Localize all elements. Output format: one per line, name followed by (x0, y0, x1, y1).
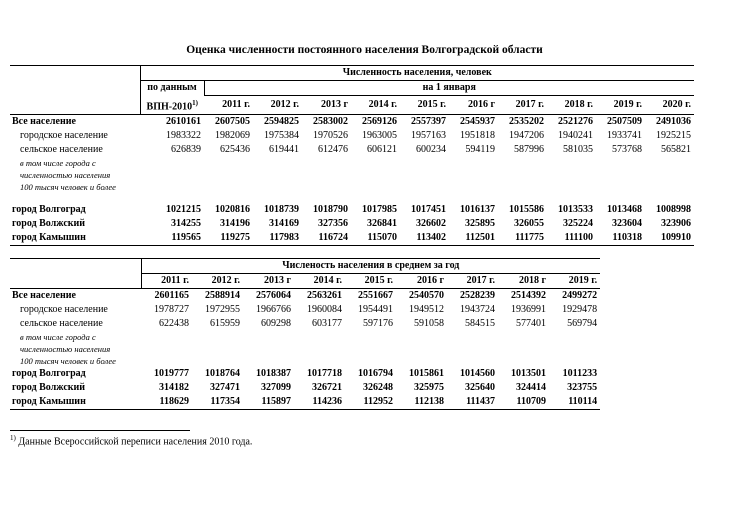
cell-value: 612476 (318, 143, 348, 155)
cell-value: 1014560 (460, 368, 495, 379)
header-blank (10, 259, 141, 274)
cell-value: 110318 (596, 231, 645, 246)
cell-value: 1960084 (307, 304, 342, 315)
table-row (10, 303, 600, 317)
cell-value: 1957163 (411, 129, 446, 141)
cell-value: 1949512 (409, 304, 444, 315)
census-value: 1983322 (166, 129, 201, 141)
table-row (10, 114, 694, 129)
cell-value: 1982069 (215, 129, 250, 141)
cell-value: 116724 (302, 231, 351, 246)
row-label: городское население (20, 304, 108, 315)
cell-value: 619441 (269, 143, 299, 155)
header-blank (10, 96, 140, 115)
cell-value: 1951818 (460, 129, 495, 141)
cell-value: 326055 (514, 217, 544, 229)
cell-value: 2607505 (215, 115, 250, 127)
year-header: 2017 г. (498, 96, 547, 115)
cell-value: 1016137 (460, 203, 495, 215)
header-blank (10, 81, 140, 96)
cell-value: 2576064 (256, 290, 291, 301)
note-row (10, 331, 600, 343)
table-row (10, 129, 694, 143)
year-header: 2013 г (302, 96, 351, 115)
table-row (10, 203, 694, 217)
spacer-row (10, 193, 694, 203)
row-label: Все население (12, 290, 76, 301)
cell-value: 615959 (210, 318, 240, 329)
cell-value: 2601165 (154, 290, 189, 301)
cell-value: 1013501 (511, 368, 546, 379)
cell-value: 325640 (465, 382, 495, 393)
cell-value: 603177 (312, 318, 342, 329)
cell-value: 2569126 (362, 115, 397, 127)
cell-value: 2588914 (205, 290, 240, 301)
cell-value: 112138 (396, 395, 447, 410)
header-blank (10, 274, 141, 289)
table-row (10, 317, 600, 331)
cell-value: 1947206 (509, 129, 544, 141)
row-label: город Волгоград (12, 368, 86, 379)
cell-value: 581035 (563, 143, 593, 155)
population-table-january (10, 65, 694, 246)
cell-value: 1008998 (656, 203, 692, 215)
cell-value: 1978727 (154, 304, 189, 315)
cell-value: 1940241 (558, 129, 593, 141)
cell-value: 325895 (465, 217, 495, 229)
cell-value: 1972955 (205, 304, 240, 315)
cell-value: 109910 (645, 231, 694, 246)
cell-value: 2535202 (509, 115, 544, 127)
cell-value: 2491036 (656, 115, 692, 127)
cell-value: 569794 (567, 318, 598, 329)
cell-value: 327356 (318, 217, 348, 229)
cell-value: 1970526 (313, 129, 348, 141)
census-value: 2610161 (166, 115, 201, 127)
census-header: по данным (140, 81, 204, 96)
census-value: 1021215 (166, 203, 201, 215)
footnote-divider (10, 430, 190, 431)
cell-value: 118629 (141, 395, 192, 410)
cell-value: 1943724 (460, 304, 495, 315)
cell-value: 327099 (261, 382, 291, 393)
table-row (10, 143, 694, 157)
cell-value: 323906 (661, 217, 692, 229)
cell-value: 2563261 (307, 290, 342, 301)
note-text: численностью населения (20, 169, 111, 180)
table-row (10, 381, 600, 395)
cell-value: 594119 (465, 143, 495, 155)
cell-value: 1975384 (264, 129, 299, 141)
cell-value: 2528239 (460, 290, 495, 301)
cell-value: 625436 (220, 143, 250, 155)
cell-value: 1018764 (205, 368, 240, 379)
row-label: городское население (20, 129, 108, 141)
census-value: 314255 (171, 217, 201, 229)
cell-value: 591058 (414, 318, 444, 329)
cell-value: 110114 (549, 395, 600, 410)
cell-value: 111775 (498, 231, 547, 246)
row-label: город Камышин (10, 395, 141, 410)
footnote: $^{1)}$ Данные Всероссийской переписи населения 2010 года. (10, 434, 253, 448)
cell-value: 1018790 (313, 203, 348, 215)
cell-value: 119275 (204, 231, 253, 246)
table-row (10, 367, 600, 381)
cell-value: 1016794 (358, 368, 393, 379)
cell-value: 117983 (253, 231, 302, 246)
cell-value: 2499272 (562, 290, 598, 301)
cell-value: 110709 (498, 395, 549, 410)
cell-value: 2551667 (358, 290, 393, 301)
census-value: 626839 (171, 143, 201, 155)
cell-value: 111437 (447, 395, 498, 410)
cell-value: 113402 (400, 231, 449, 246)
cell-value: 1017451 (411, 203, 446, 215)
header-blank (10, 66, 140, 81)
cell-value: 1011233 (562, 368, 598, 379)
cell-value: 609298 (261, 318, 291, 329)
cell-value: 2545937 (460, 115, 495, 127)
group-header: Численость населения в среднем за год (141, 259, 600, 274)
cell-value: 1925215 (656, 129, 692, 141)
cell-value: 587996 (514, 143, 544, 155)
table-row (10, 395, 600, 410)
cell-value: 2583002 (313, 115, 348, 127)
census-header-2: ВПН-2010$^{1)}$ (140, 96, 204, 115)
cell-value: 326248 (363, 382, 393, 393)
cell-value: 1013468 (607, 203, 642, 215)
cell-value: 112501 (449, 231, 498, 246)
year-header: 2012 г. (253, 96, 302, 115)
year-header: 2019 г. (549, 274, 600, 289)
cell-value: 606121 (367, 143, 397, 155)
row-label: город Волжский (12, 382, 86, 393)
spacer (10, 193, 694, 203)
year-header: 2014 г. (294, 274, 345, 289)
cell-value: 2514392 (511, 290, 546, 301)
cell-value: 1018387 (256, 368, 291, 379)
cell-value: 1936991 (511, 304, 546, 315)
cell-value: 111100 (547, 231, 596, 246)
year-header: 2020 г. (645, 96, 694, 115)
year-header: 2014 г. (351, 96, 400, 115)
cell-value: 314169 (269, 217, 299, 229)
year-header: 2016 г (449, 96, 498, 115)
row-label: сельское население (20, 143, 103, 155)
cell-value: 2557397 (411, 115, 446, 127)
note-text: 100 тысяч человек и более (20, 356, 116, 366)
row-label: город Волжский (12, 217, 86, 229)
cell-value: 324414 (516, 382, 546, 393)
year-header: 2018 г (498, 274, 549, 289)
cell-value: 1929478 (562, 304, 598, 315)
cell-value: 326721 (312, 382, 342, 393)
cell-value: 622438 (159, 318, 189, 329)
cell-value: 112952 (345, 395, 396, 410)
cell-value: 325224 (563, 217, 593, 229)
cell-value: 600234 (416, 143, 446, 155)
year-header: 2016 г (396, 274, 447, 289)
year-header: 2011 г. (141, 274, 192, 289)
cell-value: 1018739 (264, 203, 299, 215)
cell-value: 326841 (367, 217, 397, 229)
row-label: сельское население (20, 318, 103, 329)
cell-value: 114236 (294, 395, 345, 410)
year-header: 2018 г. (547, 96, 596, 115)
cell-value: 326602 (416, 217, 446, 229)
year-header: 2015 г. (345, 274, 396, 289)
row-label: город Волгоград (12, 203, 86, 215)
cell-value: 2540570 (409, 290, 444, 301)
cell-value: 565821 (661, 143, 692, 155)
year-header: 2012 г. (192, 274, 243, 289)
cell-value: 1015586 (509, 203, 544, 215)
cell-value: 1013533 (558, 203, 593, 215)
note-text: в том числе города с (20, 332, 96, 342)
year-header: 2011 г. (204, 96, 253, 115)
note-text: численностью населения (20, 344, 111, 354)
cell-value: 573768 (612, 143, 642, 155)
note-row (10, 343, 600, 355)
note-row (10, 355, 600, 367)
note-row (10, 169, 694, 181)
group-header: Численность населения, человек (140, 66, 694, 81)
cell-value: 2507509 (607, 115, 642, 127)
cell-value: 1933741 (607, 129, 642, 141)
cell-value: 117354 (192, 395, 243, 410)
cell-value: 1017718 (307, 368, 342, 379)
cell-value: 1015861 (409, 368, 444, 379)
cell-value: 1963005 (362, 129, 397, 141)
cell-value: 115070 (351, 231, 400, 246)
cell-value: 314182 (159, 382, 189, 393)
cell-value: 325975 (414, 382, 444, 393)
note-row (10, 157, 694, 169)
cell-value: 1966766 (256, 304, 291, 315)
row-label: Все население (12, 115, 76, 127)
january-header: на 1 января (204, 81, 694, 96)
cell-value: 2594825 (264, 115, 299, 127)
cell-value: 597176 (363, 318, 393, 329)
year-header: 2019 г. (596, 96, 645, 115)
year-header: 2015 г. (400, 96, 449, 115)
cell-value: 314196 (220, 217, 250, 229)
cell-value: 1017985 (362, 203, 397, 215)
cell-value: 323604 (612, 217, 642, 229)
cell-value: 584515 (465, 318, 495, 329)
cell-value: 1019777 (154, 368, 189, 379)
table-row (10, 217, 694, 231)
cell-value: 327471 (210, 382, 240, 393)
cell-value: 577401 (516, 318, 546, 329)
note-row (10, 181, 694, 193)
cell-value: 1954491 (358, 304, 393, 315)
note-text: в том числе города с (20, 157, 96, 168)
cell-value: 323755 (567, 382, 598, 393)
year-header: 2017 г. (447, 274, 498, 289)
cell-value: 115897 (243, 395, 294, 410)
census-value: 119565 (140, 231, 204, 246)
population-table-average (10, 258, 600, 410)
table-row (10, 231, 694, 246)
table-row (10, 289, 600, 304)
note-text: 100 тысяч человек и более (20, 181, 116, 192)
page-title: Оценка численности постоянного населения Волгоградской области (186, 44, 543, 56)
cell-value: 1020816 (215, 203, 250, 215)
year-header: 2013 г (243, 274, 294, 289)
cell-value: 2521276 (558, 115, 593, 127)
row-label: город Камышин (10, 231, 140, 246)
